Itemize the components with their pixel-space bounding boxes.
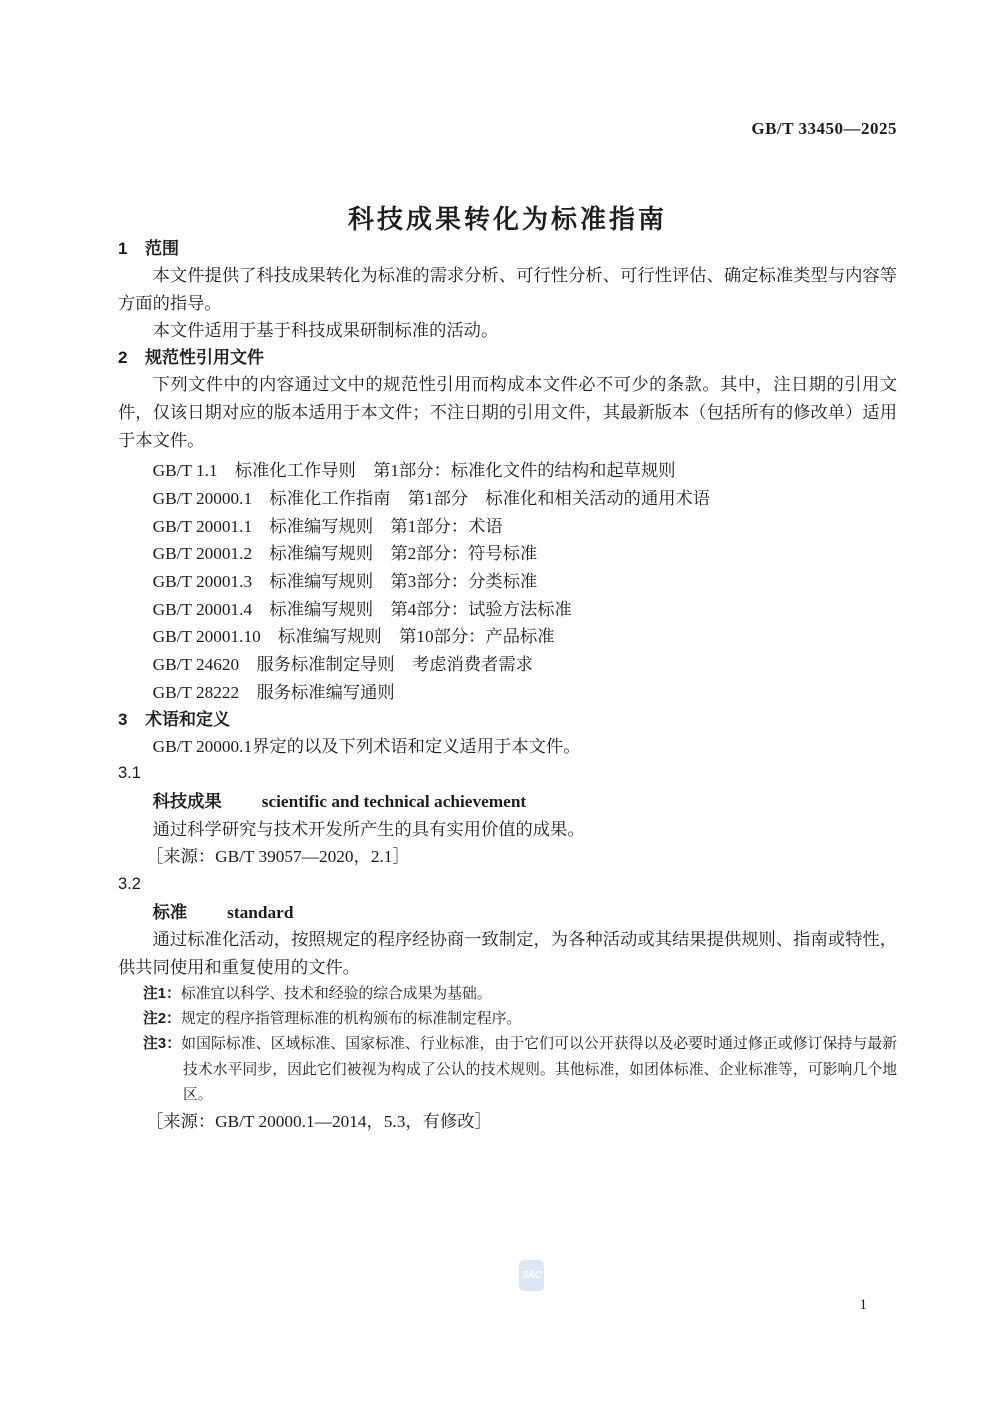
- note-3-label: 注3：: [143, 1036, 182, 1053]
- reference-item: GB/T 1.1 标准化工作导则 第1部分：标准化文件的结构和起草规则: [152, 461, 676, 481]
- normative-references-intro: 下列文件中的内容通过文中的规范性引用而构成本文件必不可少的条款。其中，注日期的引用文件，仅该日期对应的版本适用于本文件；不注日期的引用文件，其最新版本（包括所有的修改单）适用于本文件。: [118, 375, 897, 450]
- standard-code: GB/T 33450—2025: [751, 119, 897, 138]
- term-3-2-line: [118, 899, 897, 927]
- scope-paragraph-1: 本文件提供了科技成果转化为标准的需求分析、可行性分析、可行性评估、确定标准类型与内容等方面的指导。: [118, 266, 897, 313]
- term-3-2-en: standard: [227, 902, 294, 922]
- note-3-text: 如国际标准、区域标准、国家标准、行业标准，由于它们可以公开获得以及必要时通过修正或修订保持与最新技术水平同步，因此它们被视为构成了公认的技术规则。其他标准，如团体标准、企业标准等，可影响几个地区。: [181, 1036, 897, 1104]
- reference-item: GB/T 20001.3 标准编写规则 第3部分：分类标准: [152, 572, 538, 592]
- term-3-1-zh: 科技成果: [152, 790, 222, 811]
- note-2-text: 规定的程序指管理标准的机构颁布的标准制定程序。: [180, 1011, 522, 1028]
- term-3-1-source: ［来源：GB/T 39057—2020，2.1］: [146, 847, 410, 867]
- note-2-label: 注2：: [143, 1011, 181, 1028]
- term-3-2-zh: 标准: [152, 901, 188, 922]
- reference-item: GB/T 28222 服务标准编写通则: [152, 682, 395, 702]
- page-number: 1: [859, 1297, 867, 1313]
- reference-item: GB/T 24620 服务标准制定导则 考虑消费者需求: [152, 655, 533, 675]
- term-3-2-number: 3.2: [118, 875, 141, 894]
- term-3-2-note-2: [118, 1007, 897, 1032]
- term-3-2-note-1: [118, 982, 897, 1007]
- section-1-title: 范围: [145, 239, 179, 258]
- section-3-number: 3: [118, 709, 128, 729]
- section-3-title: 术语和定义: [145, 709, 230, 729]
- section-2-heading: [118, 345, 897, 371]
- sac-watermark-logo: SAC: [519, 1260, 544, 1291]
- term-3-1-definition: 通过科学研究与技术开发所产生的具有实用价值的成果。: [152, 819, 585, 839]
- term-3-1-line: [118, 788, 897, 816]
- section-2-title: 规范性引用文件: [145, 348, 264, 368]
- note-1-label: 注1：: [143, 985, 181, 1002]
- term-3-2-note-3: [118, 1032, 897, 1108]
- section-1-heading: [118, 236, 897, 262]
- term-3-2-definition: 通过标准化活动，按照规定的程序经协商一致制定，为各种活动或其结果提供规则、指南或特性，供共同使用和重复使用的文件。: [118, 930, 897, 978]
- scope-paragraph-2: 本文件适用于基于科技成果研制标准的活动。: [152, 321, 499, 341]
- reference-item: GB/T 20001.2 标准编写规则 第2部分：符号标准: [152, 544, 538, 564]
- reference-item: GB/T 20001.1 标准编写规则 第1部分：术语: [152, 516, 503, 536]
- term-3-2-source: ［来源：GB/T 20000.1—2014，5.3，有修改］: [146, 1112, 492, 1132]
- section-2-number: 2: [118, 348, 128, 368]
- section-3-heading: [118, 707, 897, 733]
- term-3-1-en: scientific and technical achievement: [261, 791, 527, 811]
- reference-item: GB/T 20000.1 标准化工作指南 第1部分 标准化和相关活动的通用术语: [152, 488, 711, 508]
- note-1-text: 标准宜以科学、技术和经验的综合成果为基础。: [180, 985, 492, 1002]
- reference-item: GB/T 20001.10 标准编写规则 第10部分：产品标准: [152, 627, 555, 647]
- terms-intro: GB/T 20000.1界定的以及下列术语和定义适用于本文件。: [152, 736, 581, 756]
- reference-list: [118, 457, 897, 706]
- reference-item: GB/T 20001.4 标准编写规则 第4部分：试验方法标准: [152, 599, 572, 619]
- document-title: 科技成果转化为标准指南: [347, 204, 667, 234]
- term-3-1-number: 3.1: [118, 764, 141, 783]
- section-1-number: 1: [118, 239, 128, 258]
